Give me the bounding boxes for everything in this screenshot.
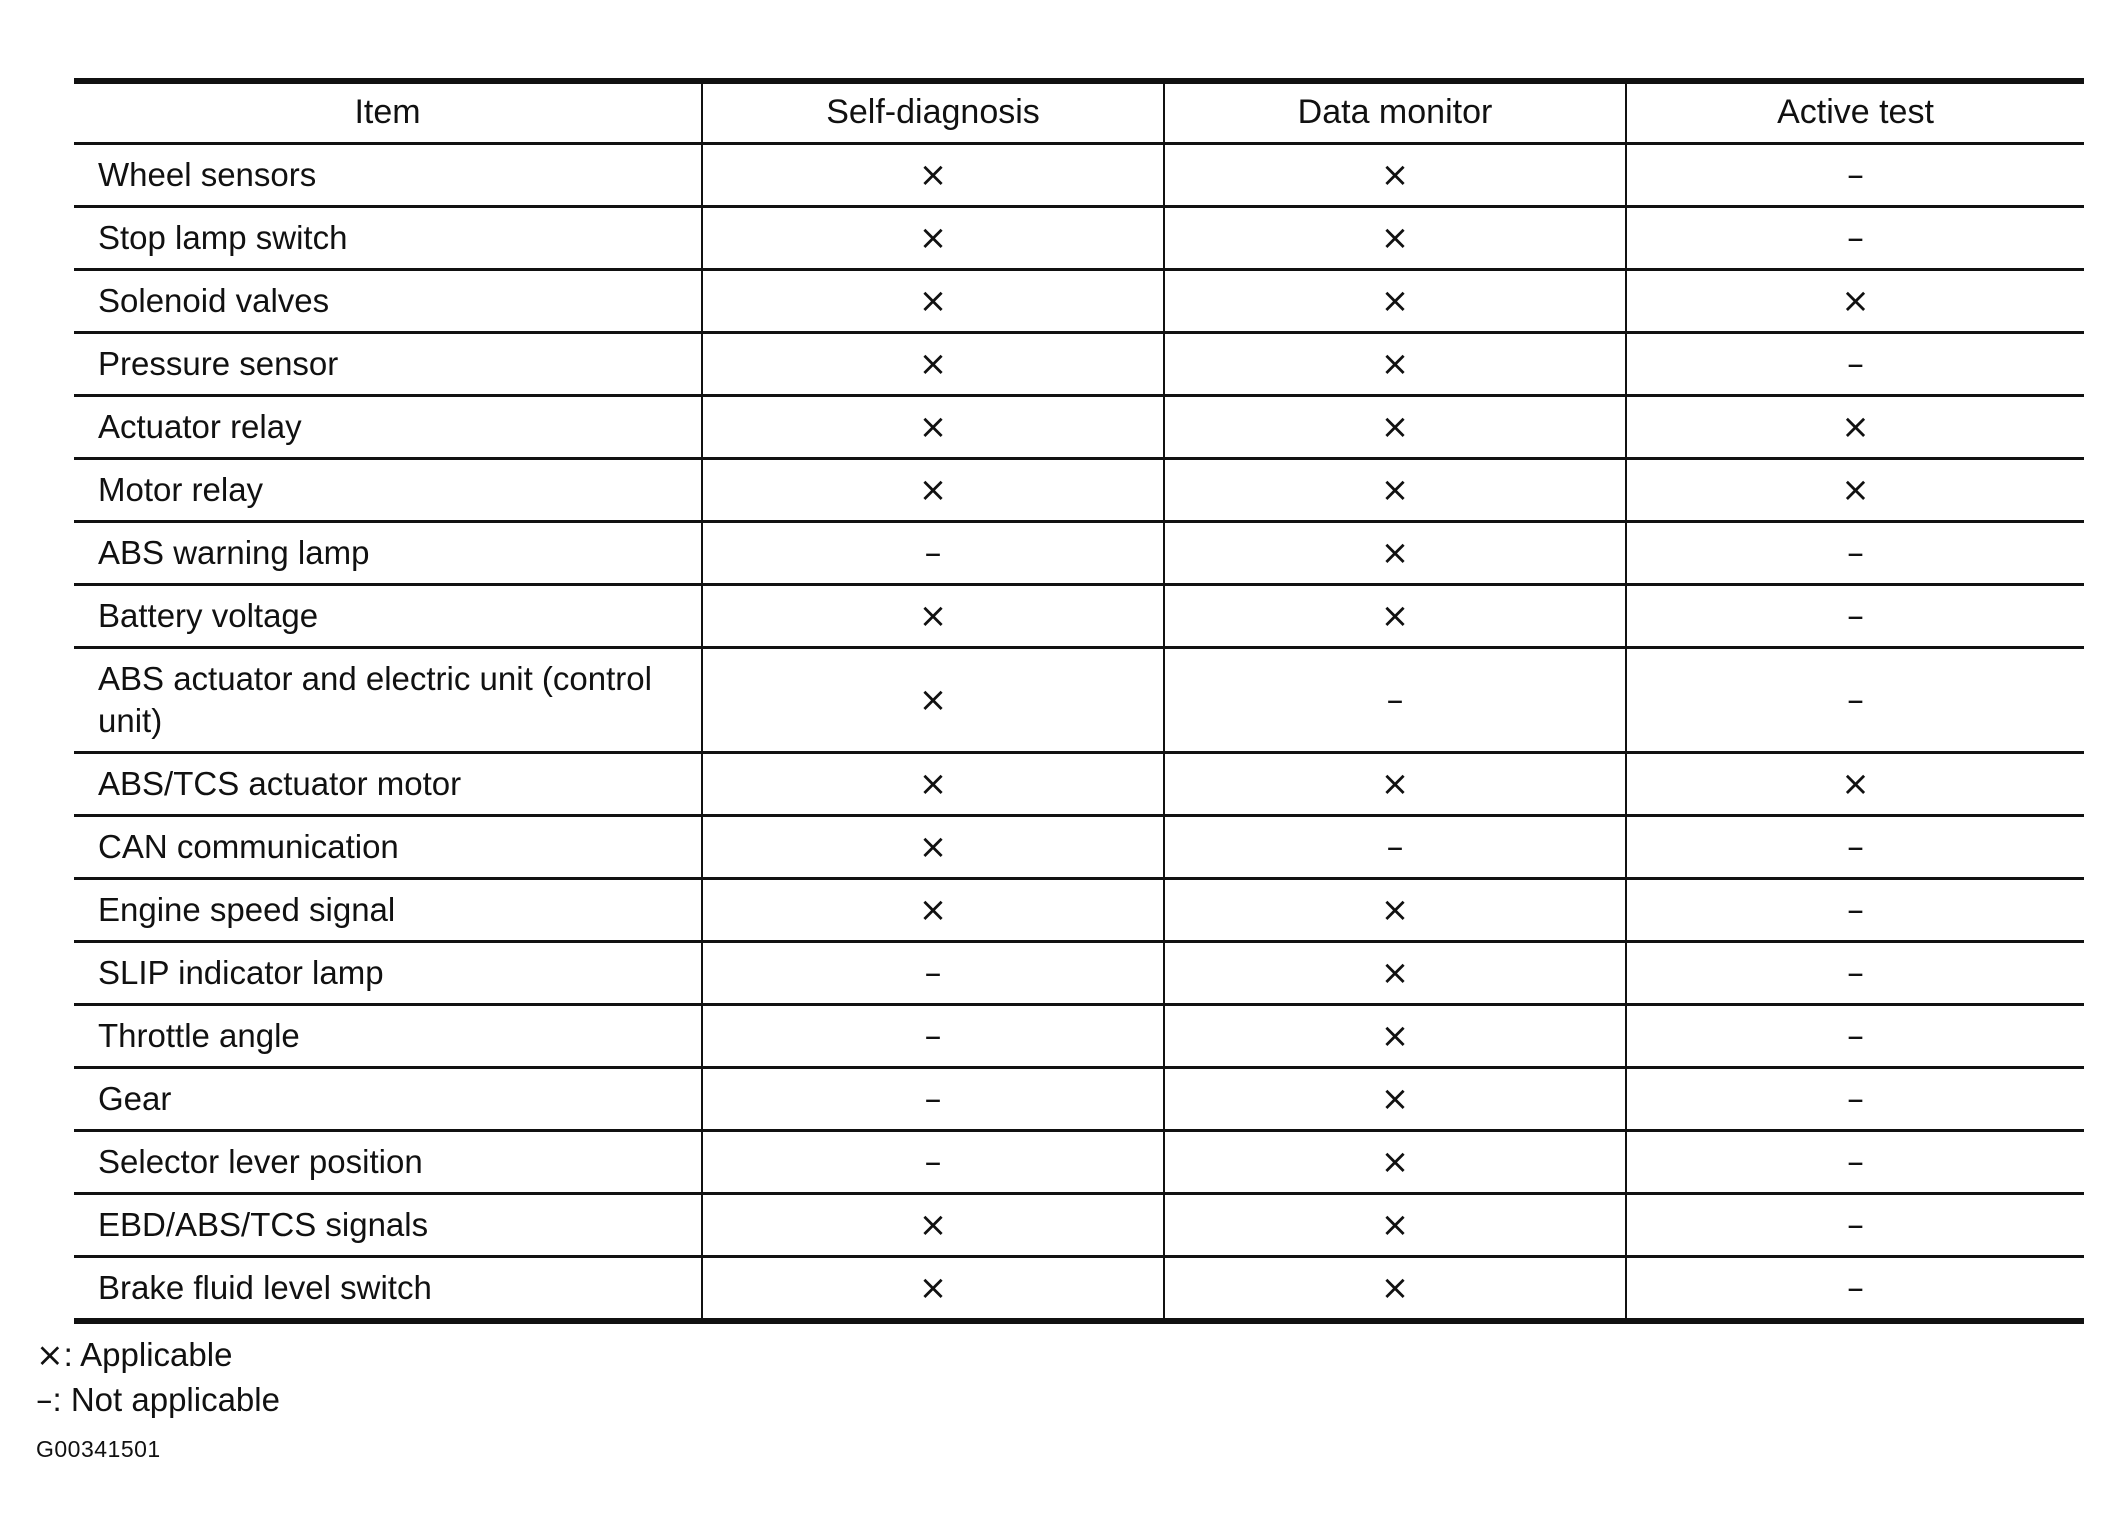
active-test-cell: – xyxy=(1626,1004,2084,1067)
diagnosis-function-table xyxy=(74,78,2084,1324)
header-data-monitor: Data monitor xyxy=(1164,81,1626,143)
item-cell: CAN communication xyxy=(74,815,702,878)
item-cell: Solenoid valves xyxy=(74,269,702,332)
table-row xyxy=(74,1193,2084,1256)
self-diagnosis-cell: × xyxy=(702,752,1164,815)
self-diagnosis-cell: × xyxy=(702,143,1164,206)
self-diagnosis-cell: × xyxy=(702,395,1164,458)
data-monitor-cell: – xyxy=(1164,647,1626,752)
active-test-cell: – xyxy=(1626,1067,2084,1130)
self-diagnosis-cell: – xyxy=(702,1067,1164,1130)
table-row xyxy=(74,878,2084,941)
item-cell: Actuator relay xyxy=(74,395,702,458)
data-monitor-cell: × xyxy=(1164,941,1626,1004)
applicable-symbol: × xyxy=(36,1335,64,1374)
table-row xyxy=(74,521,2084,584)
table-row xyxy=(74,332,2084,395)
table-row xyxy=(74,1130,2084,1193)
table-row xyxy=(74,269,2084,332)
table-row xyxy=(74,458,2084,521)
table-row xyxy=(74,1256,2084,1321)
legend-applicable xyxy=(36,1332,280,1377)
active-test-cell: × xyxy=(1626,752,2084,815)
self-diagnosis-cell: × xyxy=(702,269,1164,332)
data-monitor-cell: × xyxy=(1164,269,1626,332)
active-test-cell: – xyxy=(1626,1130,2084,1193)
self-diagnosis-cell: × xyxy=(702,1193,1164,1256)
header-item: Item xyxy=(74,81,702,143)
item-cell: ABS warning lamp xyxy=(74,521,702,584)
active-test-cell: – xyxy=(1626,143,2084,206)
table-row xyxy=(74,941,2084,1004)
active-test-cell: × xyxy=(1626,269,2084,332)
data-monitor-cell: × xyxy=(1164,395,1626,458)
item-cell: ABS/TCS actuator motor xyxy=(74,752,702,815)
table-row xyxy=(74,752,2084,815)
data-monitor-cell: × xyxy=(1164,521,1626,584)
active-test-cell: – xyxy=(1626,878,2084,941)
item-cell: Brake fluid level switch xyxy=(74,1256,702,1321)
data-monitor-cell: × xyxy=(1164,584,1626,647)
data-monitor-cell: × xyxy=(1164,332,1626,395)
data-monitor-cell: × xyxy=(1164,1193,1626,1256)
item-cell: Pressure sensor xyxy=(74,332,702,395)
self-diagnosis-cell: × xyxy=(702,206,1164,269)
data-monitor-cell: × xyxy=(1164,1067,1626,1130)
data-monitor-cell: × xyxy=(1164,458,1626,521)
item-cell: Selector lever position xyxy=(74,1130,702,1193)
item-cell: Throttle angle xyxy=(74,1004,702,1067)
data-monitor-cell: × xyxy=(1164,1130,1626,1193)
data-monitor-cell: × xyxy=(1164,1004,1626,1067)
not-applicable-symbol: – xyxy=(36,1380,53,1419)
table-row xyxy=(74,1067,2084,1130)
applicable-label: : Applicable xyxy=(63,1336,233,1373)
item-cell: Battery voltage xyxy=(74,584,702,647)
active-test-cell: – xyxy=(1626,332,2084,395)
header-self-diagnosis: Self-diagnosis xyxy=(702,81,1164,143)
figure-code: G00341501 xyxy=(36,1436,161,1462)
item-cell: Gear xyxy=(74,1067,702,1130)
self-diagnosis-cell: – xyxy=(702,941,1164,1004)
self-diagnosis-cell: × xyxy=(702,878,1164,941)
self-diagnosis-cell: × xyxy=(702,584,1164,647)
table-row xyxy=(74,206,2084,269)
header-active-test: Active test xyxy=(1626,81,2084,143)
active-test-cell: – xyxy=(1626,815,2084,878)
self-diagnosis-cell: – xyxy=(702,521,1164,584)
table-body xyxy=(74,143,2084,1321)
self-diagnosis-cell: × xyxy=(702,1256,1164,1321)
data-monitor-cell: – xyxy=(1164,815,1626,878)
self-diagnosis-cell: – xyxy=(702,1004,1164,1067)
self-diagnosis-cell: × xyxy=(702,332,1164,395)
not-applicable-label: : Not applicable xyxy=(52,1381,280,1418)
active-test-cell: – xyxy=(1626,1193,2084,1256)
active-test-cell: × xyxy=(1626,458,2084,521)
table-row xyxy=(74,395,2084,458)
item-cell: Stop lamp switch xyxy=(74,206,702,269)
item-cell: ABS actuator and electric unit (control unit) xyxy=(74,647,702,752)
item-cell: Motor relay xyxy=(74,458,702,521)
table-header xyxy=(74,81,2084,143)
table-row xyxy=(74,1004,2084,1067)
data-monitor-cell: × xyxy=(1164,878,1626,941)
self-diagnosis-cell: × xyxy=(702,815,1164,878)
table-row xyxy=(74,143,2084,206)
item-cell: Wheel sensors xyxy=(74,143,702,206)
active-test-cell: – xyxy=(1626,1256,2084,1321)
active-test-cell: – xyxy=(1626,521,2084,584)
legend-not-applicable xyxy=(36,1377,280,1422)
item-cell: Engine speed signal xyxy=(74,878,702,941)
item-cell: EBD/ABS/TCS signals xyxy=(74,1193,702,1256)
data-monitor-cell: × xyxy=(1164,752,1626,815)
table-row xyxy=(74,647,2084,752)
active-test-cell: – xyxy=(1626,941,2084,1004)
data-monitor-cell: × xyxy=(1164,1256,1626,1321)
header-row xyxy=(74,81,2084,143)
table-row xyxy=(74,815,2084,878)
item-cell: SLIP indicator lamp xyxy=(74,941,702,1004)
self-diagnosis-cell: – xyxy=(702,1130,1164,1193)
table-row xyxy=(74,584,2084,647)
self-diagnosis-cell: × xyxy=(702,458,1164,521)
active-test-cell: – xyxy=(1626,206,2084,269)
legend xyxy=(36,1332,280,1422)
data-monitor-cell: × xyxy=(1164,143,1626,206)
data-monitor-cell: × xyxy=(1164,206,1626,269)
active-test-cell: – xyxy=(1626,647,2084,752)
active-test-cell: × xyxy=(1626,395,2084,458)
diagnosis-table-container xyxy=(74,78,2084,1324)
active-test-cell: – xyxy=(1626,584,2084,647)
self-diagnosis-cell: × xyxy=(702,647,1164,752)
